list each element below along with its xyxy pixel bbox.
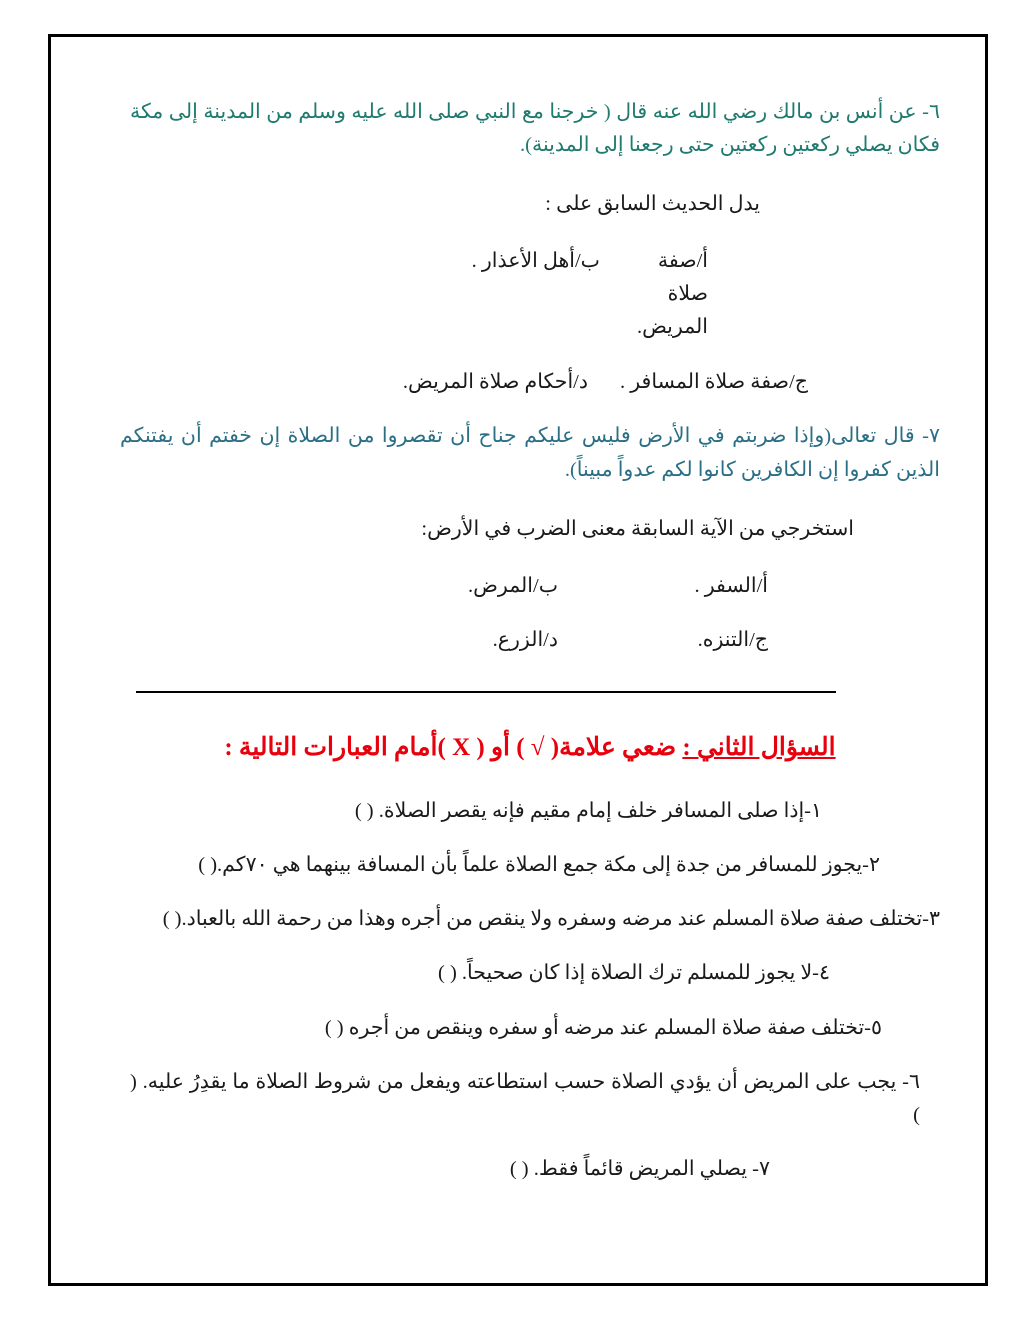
true-false-item-4[interactable]: ٤-لا يجوز للمسلم ترك الصلاة إذا كان صحيحاً. ( ) [438, 962, 830, 985]
section-divider [136, 691, 836, 693]
question-7-options-row-2 [120, 624, 940, 657]
section-2-title-rest: ضعي علامة( √ ) أو ( X )أمام العبارات التالية : [224, 734, 683, 762]
section-2-title [120, 729, 940, 767]
true-false-item-5[interactable]: ٥-تختلف صفة صلاة المسلم عند مرضه أو سفره وينقص من أجره ( ) [324, 1016, 882, 1039]
question-6-option-b[interactable]: ب/أهل الأعذار . [471, 250, 600, 273]
question-7-option-a[interactable]: أ/السفر . [694, 574, 768, 597]
question-6-option-c[interactable]: ج/صفة صلاة المسافر . [619, 370, 808, 393]
true-false-item-7[interactable]: ٧- يصلي المريض قائماً فقط. ( ) [509, 1158, 770, 1181]
question-7 [120, 420, 940, 657]
question-7-ayah-text: ٧- قال تعالى(وإذا ضربتم في الأرض فليس عليكم جناح أن تقصروا من الصلاة إن خفتم أن يفتنكم الذين كفروا إن الكافرين كانوا لكم عدواً مبيناً). [120, 425, 940, 481]
question-6 [120, 96, 940, 398]
document-content [120, 96, 940, 1207]
question-6-stem: يدل الحديث السابق على : [545, 193, 760, 216]
question-6-option-a[interactable]: أ/صفة صلاة المريض. [636, 250, 708, 338]
question-7-option-b[interactable]: ب/المرض. [467, 574, 558, 597]
question-7-options-row-1 [120, 570, 940, 603]
question-7-option-c[interactable]: ج/التنزه. [697, 629, 768, 652]
question-7-stem: استخرجي من الآية السابقة معنى الضرب في الأرض: [421, 517, 854, 540]
question-6-options-row-1 [120, 245, 940, 343]
question-7-option-d[interactable]: د/الزرع. [492, 629, 558, 652]
question-6-hadith-text: ٦- عن أنس بن مالك رضي الله عنه قال ( خرجنا مع النبي صلى الله عليه وسلم من المدينة إلى مكة فكان يصلي ركعتين ركعتين حتى رجعنا إلى المدينة). [130, 101, 940, 157]
question-6-options-row-2 [120, 366, 940, 399]
true-false-item-3[interactable]: ٣-تختلف صفة صلاة المسلم عند مرضه وسفره ولا ينقص من أجره وهذا من رحمة الله بالعباد.( ) [162, 908, 940, 931]
section-2-title-underlined: السؤال الثاني : [682, 734, 836, 762]
question-6-option-d[interactable]: د/أحكام صلاة المريض. [402, 370, 588, 393]
true-false-list [120, 795, 940, 1187]
true-false-item-2[interactable]: ٢-يجوز للمسافر من جدة إلى مكة جمع الصلاة علماً بأن المسافة بينهما هي ٧٠كم.( ) [198, 853, 880, 876]
true-false-item-6[interactable]: ٦- يجب على المريض أن يؤدي الصلاة حسب استطاعته ويفعل من شروط الصلاة ما يقدِرُ عليه. ( ) [130, 1070, 920, 1126]
true-false-item-1[interactable]: ١-إذا صلى المسافر خلف إمام مقيم فإنه يقصر الصلاة. ( ) [354, 799, 822, 822]
